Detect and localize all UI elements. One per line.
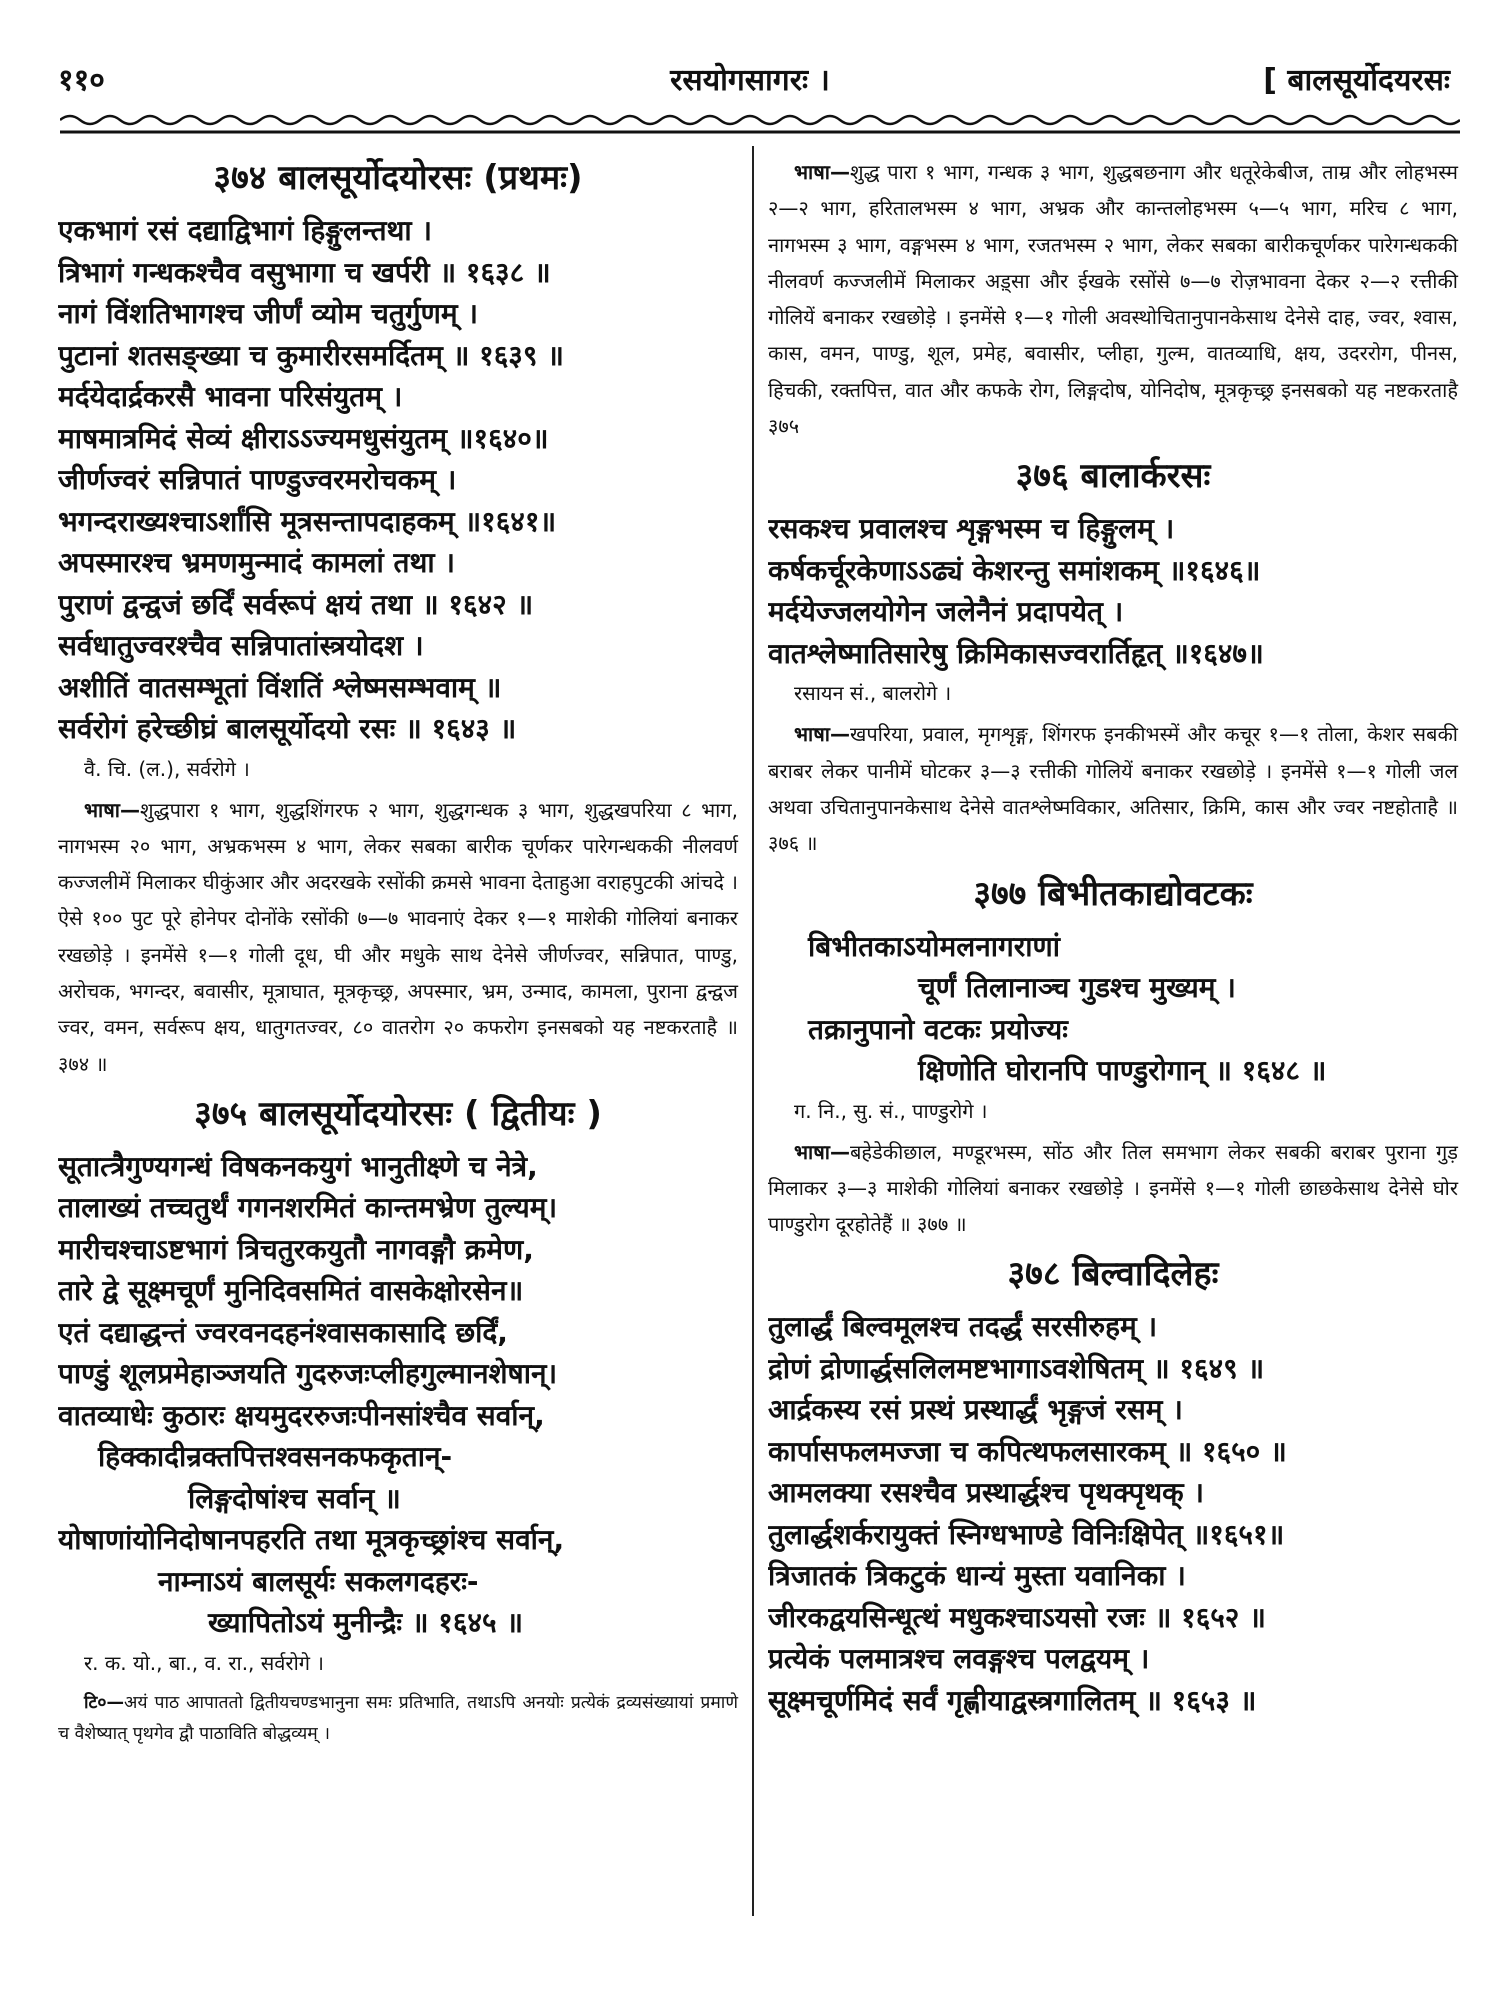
verse-line: कार्पासफलमज्जा च कपित्थफलसारकम् ॥ १६५० ॥ (768, 1434, 1287, 1468)
verse-line: चूर्णं तिलानाञ्च गुडश्च मुख्यम् । (918, 971, 1236, 1005)
running-header (40, 58, 1460, 102)
verse-line: नाम्नाऽयं बालसूर्यः सकलगदहरः- (158, 1564, 479, 1598)
verse-line: तुलार्द्धं बिल्वमूलश्च तदर्द्धं सरसीरुहम् । (768, 1310, 1158, 1344)
verse-line: जीरकद्वयसिन्धूत्थं मधुकश्चाऽयसो रजः ॥ १६५२ ॥ (768, 1600, 1266, 1634)
commentary-374 (58, 792, 738, 1082)
verse-line: द्रोणं द्रोणार्द्धसलिलमष्टभागाऽवशेषितम् ॥ १६४९ ॥ (768, 1351, 1265, 1385)
verse-block-376 (768, 508, 1458, 674)
column-divider (752, 146, 754, 1916)
verse-line: अशीतिं वातसम्भूतां विंशतिं श्लेष्मसम्भवाम् ॥ (58, 670, 502, 704)
commentary-text: खपरिया, प्रवाल, मृगशृङ्ग, शिंगरफ इनकीभस्में और कचूर १—१ तोला, केशर सबकी बराबर लेकर पानीमें घोटकर ३—३ रत्तीकी गोलियें बनाकर रखछोड़े । इनमेंसे १—१ गोली जल अथवा उचितानुपानकेसाथ देनेसे वातश्लेष्मविकार, अतिसार, क्रिमि, कास और ज्वर नष्टहोताहै ॥ ३७६ ॥ (768, 722, 1458, 856)
heading-374: ३७४ बालसूर्योदयोरसः (प्रथमः) (213, 158, 583, 198)
verse-line: बिभीतकाऽयोमलनागराणां (808, 929, 1060, 963)
commentary-label: भाषा— (794, 1139, 850, 1164)
verse-line: त्रिजातकं त्रिकटुकं धान्यं मुस्ता यवानिका । (768, 1559, 1186, 1593)
verse-line: हिक्कादीन्रक्तपित्तश्वसनकफकृतान्- (98, 1440, 453, 1474)
commentary-376 (768, 716, 1458, 861)
verse-line: तक्रानुपानो वटकः प्रयोज्यः (808, 1012, 1068, 1046)
verse-line: माषमात्रमिदं सेव्यं क्षीराऽऽज्यमधुसंयुतम् ॥१६४०॥ (58, 421, 549, 455)
verse-line: रसकश्च प्रवालश्च शृङ्गभस्म च हिङ्गुलम् । (768, 512, 1175, 546)
commentary-label: भाषा— (794, 722, 850, 747)
verse-block-374 (58, 210, 738, 750)
verse-line: लिङ्गदोषांश्च सर्वान् ॥ (188, 1481, 401, 1515)
commentary-text: शुद्धपारा १ भाग, शुद्धशिंगरफ २ भाग, शुद्धगन्धक ३ भाग, शुद्धखपरिया ८ भाग, नागभस्म २० भाग, अभ्रकभस्म ४ भाग, लेकर सबका बारीक चूर्णकर पारेगन्धककी नीलवर्ण कज्जलीमें मिलाकर घीकुंआर और अदरखके रसोंकी क्रमसे भावना देताहुआ वराहपुटकी आंचदे । ऐसे १०० पुट पूरे होनेपर दोनोंके रसोंकी ७—७ भावनाएं देकर १—१ माशेकी गोलियां बनाकर रखछोड़े । इनमेंसे १—१ गोली दूध, घी और मधुके साथ देनेसे जीर्णज्वर, सन्निपात, पाण्डु, अरोचक, भगन्दर, बवासीर, मूत्राघात, मूत्रकृच्छ्र, अपस्मार, भ्रम, उन्माद, कामला, पुराना द्वन्द्वज ज्वर, वमन, सर्वरूप क्षय, धातुगतज्वर, ८० वातरोग २० कफरोग इनसबको यह नष्टकरताहै ॥ ३७४ ॥ (58, 797, 738, 1076)
footnote-label: टि०— (84, 1692, 124, 1713)
verse-line: आमलक्या रसश्चैव प्रस्थार्द्धश्च पृथक्पृथक् । (768, 1476, 1205, 1510)
verse-line: अपस्मारश्च भ्रमणमुन्मादं कामलां तथा । (58, 546, 455, 579)
reference-374: वै. चि. (ल.), सर्वरोगे । (84, 756, 250, 781)
right-column (768, 150, 1458, 1721)
verse-line: भगन्दराख्यश्चाऽर्शांसि मूत्रसन्तापदाहकम् ॥१६४१॥ (58, 504, 557, 538)
verse-line: एतं दद्याद्धन्तं ज्वरवनदहनंश्वासकासादि छर्दिं, (58, 1315, 508, 1349)
commentary-label: भाषा— (794, 160, 850, 184)
heading-375: ३७५ बालसूर्योदयोरसः ( द्वितीयः ) (194, 1093, 602, 1134)
verse-line: मर्दयेदार्द्रकरसै भावना परिसंयुतम् । (58, 380, 403, 413)
verse-line: क्षिणोति घोरानपि पाण्डुरोगान् ॥ १६४८ ॥ (918, 1054, 1327, 1088)
verse-line: पाण्डुं शूलप्रमेहाञ्जयति गुदरुजःप्लीहगुल्मानशेषान्। (58, 1357, 558, 1391)
verse-line: प्रत्येकं पलमात्रश्च लवङ्गश्च पलद्वयम् । (768, 1642, 1150, 1676)
reference-377: ग. नि., सु. सं., पाण्डुरोगे । (794, 1098, 988, 1123)
verse-line: एकभागं रसं दद्याद्विभागं हिङ्गुलन्तथा । (58, 214, 433, 247)
verse-block-375 (58, 1146, 738, 1644)
verse-line: सूतात्त्रैगुण्यगन्धं विषकनकयुगं भानुतीक्ष्णे च नेत्रे, (58, 1149, 538, 1183)
verse-line: सर्वरोगं हरेच्छीघ्रं बालसूर्योदयो रसः ॥ १६४३ ॥ (58, 712, 517, 745)
verse-line: योषाणांयोनिदोषानपहरति तथा मूत्रकृच्छ्रांश्च सर्वान्, (58, 1523, 565, 1557)
heading-376: ३७६ बालार्करसः (1015, 456, 1211, 497)
verse-line: वातव्याधेः कुठारः क्षयमुदररुजःपीनसांश्चैव सर्वान्, (58, 1398, 545, 1432)
verse-line: तालाख्यं तच्चतुर्थं गगनशरमितं कान्तमभ्रेण तुल्यम्। (58, 1191, 558, 1225)
verse-line: कर्षकर्चूरकेणाऽऽढ्यं केशरन्तु समांशकम् ॥१६४६॥ (768, 553, 1261, 587)
reference-376: रसायन सं., बालरोगे । (794, 681, 952, 706)
verse-line: तुलार्द्धशर्करायुक्तं स्निग्धभाण्डे विनिःक्षिपेत् ॥१६५१॥ (768, 1517, 1285, 1551)
commentary-text: बहेडेकीछाल, मण्डूरभस्म, सोंठ और तिल समभाग लेकर सबकी बराबर पुराना गुड़ मिलाकर ३—३ माशेकी गोलियां बनाकर रखछोड़े । इनमेंसे १—१ गोली छाछकेसाथ देनेसे घोर पाण्डुरोग दूरहोतेहैं ॥ ३७७ ॥ (768, 1139, 1458, 1237)
commentary-label: भाषा— (84, 797, 140, 822)
verse-line: नागं विंशतिभागश्च जीर्णं व्योम चतुर्गुणम् । (58, 297, 478, 330)
commentary-377 (768, 1134, 1458, 1243)
ornamental-divider (60, 108, 1460, 138)
verse-line: मारीचश्चाऽष्टभागं त्रिचतुरकयुतौ नागवङ्गौ क्रमेण, (58, 1232, 534, 1266)
page-number: ११० (58, 63, 105, 98)
footnote-text: अयं पाठ आपाततो द्वितीयचण्डभानुना समः प्रतिभाति, तथाऽपि अनयोः प्रत्येकं द्रव्यसंख्यायां प्रमाणे च वैशेष्यात् पृथगेव द्वौ पाठाविति बोद्धव्यम् । (58, 1692, 738, 1744)
verse-line: ख्यापितोऽयं मुनीन्द्रैः ॥ १६४५ ॥ (208, 1606, 524, 1640)
verse-line: सर्वधातुज्वरश्चैव सन्निपातांस्त्रयोदश । (58, 629, 424, 662)
commentary-375 (768, 154, 1458, 444)
verse-line: पुराणं द्वन्द्वजं छर्दिं सर्वरूपं क्षयं तथा ॥ १६४२ ॥ (58, 587, 534, 621)
book-title: रसयोगसागरः । (670, 63, 830, 98)
verse-line: जीर्णज्वरं सन्निपातं पाण्डुज्वरमरोचकम् । (58, 463, 457, 496)
footnote (58, 1688, 738, 1750)
left-column (58, 150, 738, 1750)
heading-377: ३७७ बिभीतकाद्योवटकः (973, 873, 1253, 914)
section-title: [ बालसूर्योदयरसः (1263, 63, 1450, 98)
verse-line: तारे द्वे सूक्ष्मचूर्णं मुनिदिवसमितं वासकेक्षोरसेन॥ (58, 1274, 524, 1308)
reference-375: र. क. यो., बा., व. रा., सर्वरोगे । (84, 1650, 324, 1675)
verse-block-377 (768, 926, 1458, 1092)
commentary-text: शुद्ध पारा १ भाग, गन्धक ३ भाग, शुद्धबछनाग और धतूरेकेबीज, ताम्र और लोहभस्म २—२ भाग, हरितालभस्म ४ भाग, अभ्रक और कान्तलोहभस्म ५—५ भाग, मरिच ८ भाग, नागभस्म ३ भाग, वङ्गभस्म ४ भाग, रजतभस्म २ भाग, लेकर सबका बारीकचूर्णकर पारेगन्धककी नीलवर्ण कज्जलीमें मिलाकर अड़्सा और ईखके रसोंसे ७—७ रोज़भावना देकर २—२ रत्तीकी गोलियें बनाकर रखछोड़े । इनमेंसे १—१ गोली अवस्थोचितानुपानकेसाथ देनेसे दाह, ज्वर, श्वास, कास, वमन, पाण्डु, शूल, प्रमेह, बवासीर, प्लीहा, गुल्म, वातव्याधि, क्षय, उदररोग, पीनस, हिचकी, रक्तपित्त, वात और कफके रोग, लिङ्गदोष, योनिदोष, मूत्रकृच्छ्र इनसबको यह नष्टकरताहै ३७५ (768, 160, 1458, 439)
verse-line: त्रिभागं गन्धकश्चैव वसुभागा च खर्परी ॥ १६३८ ॥ (58, 255, 551, 289)
verse-line: वातश्लेष्मातिसारेषु क्रिमिकासज्वरार्तिहृत् ॥१६४७॥ (768, 636, 1264, 670)
verse-block-378 (768, 1306, 1458, 1721)
heading-378: ३७८ बिल्वादिलेहः (1007, 1254, 1219, 1295)
verse-line: मर्दयेज्जलयोगेन जलेनैनं प्रदापयेत् । (768, 595, 1124, 629)
verse-line: सूक्ष्मचूर्णमिदं सर्वं गृह्णीयाद्वस्त्रगालितम् ॥ १६५३ ॥ (768, 1683, 1257, 1717)
verse-line: पुटानां शतसङ्ख्या च कुमारीरसमर्दितम् ॥ १६३९ ॥ (58, 338, 564, 372)
verse-line: आर्द्रकस्य रसं प्रस्थं प्रस्थार्द्धं भृङ्गजं रसम् । (768, 1393, 1183, 1427)
